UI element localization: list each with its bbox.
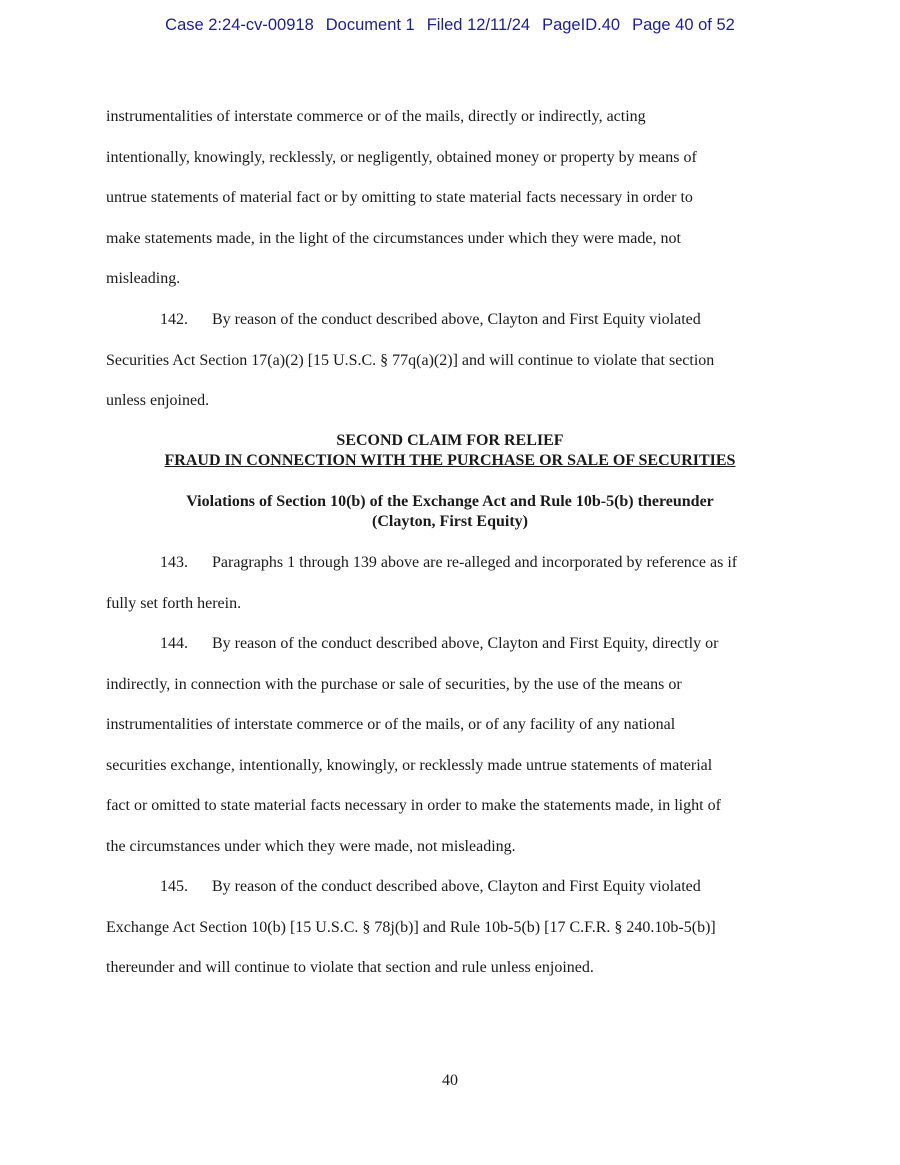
text-line: By reason of the conduct described above, Clayton and First Equity, directly or (212, 635, 719, 652)
text-line: fully set forth herein. (106, 594, 242, 612)
paragraph-number: 142. (160, 311, 188, 328)
text-line: fact or omitted to state material facts necessary in order to make the statements made, in light of (106, 797, 721, 815)
claim-title: SECOND CLAIM FOR RELIEF (336, 432, 564, 449)
text-line: Exchange Act Section 10(b) [15 U.S.C. § 78j(b)] and Rule 10b-5(b) [17 C.F.R. § 240.10b-5(b)] (106, 918, 716, 936)
text-line: instrumentalities of interstate commerce or of the mails, directly or indirectly, acting (106, 108, 646, 125)
page-number: 40 (442, 1072, 458, 1089)
page-id: PageID.40 (542, 16, 621, 34)
claim-parties: (Clayton, First Equity) (372, 513, 528, 530)
text-line: securities exchange, intentionally, knowingly, or recklessly made untrue statements of material (106, 756, 713, 774)
continuation-paragraph (106, 97, 796, 300)
text-line: misleading. (106, 270, 181, 288)
page-count: Page 40 of 52 (632, 16, 735, 34)
paragraph-number: 145. (160, 878, 188, 895)
text-line: intentionally, knowingly, recklessly, or negligently, obtained money or property by means of (106, 148, 697, 166)
paragraph-number: 143. (160, 554, 188, 571)
claim-violations: Violations of Section 10(b) of the Exchange Act and Rule 10b-5(b) thereunder (186, 493, 714, 510)
text-line: thereunder and will continue to violate that section and rule unless enjoined. (106, 959, 594, 977)
text-line: By reason of the conduct described above, Clayton and First Equity violated (212, 311, 701, 328)
case-header (0, 16, 900, 35)
text-line: Paragraphs 1 through 139 above are re-alleged and incorporated by reference as if (212, 554, 738, 571)
text-line: make statements made, in the light of the circumstances under which they were made, not (106, 229, 681, 247)
filed-date: Filed 12/11/24 (426, 16, 531, 34)
paragraph-142 (106, 300, 796, 422)
text-line: the circumstances under which they were made, not misleading. (106, 837, 516, 855)
document-number: Document 1 (325, 16, 415, 34)
case-number: Case 2:24-cv-00918 (165, 16, 314, 34)
paragraph-number: 144. (160, 635, 188, 652)
text-line: unless enjoined. (106, 392, 210, 410)
text-line: untrue statements of material fact or by omitting to state material facts necessary in order to (106, 189, 693, 207)
claim-subtitle: FRAUD IN CONNECTION WITH THE PURCHASE OR SALE OF SECURITIES (164, 452, 736, 469)
paragraph-144 (106, 624, 796, 868)
text-line: instrumentalities of interstate commerce or of the mails, or of any facility of any national (106, 716, 676, 734)
paragraph-143 (106, 543, 796, 624)
paragraph-145 (106, 867, 796, 989)
text-line: indirectly, in connection with the purchase or sale of securities, by the use of the means or (106, 675, 682, 693)
text-line: By reason of the conduct described above, Clayton and First Equity violated (212, 878, 701, 895)
text-line: Securities Act Section 17(a)(2) [15 U.S.C. § 77q(a)(2)] and will continue to violate that section (106, 351, 715, 369)
